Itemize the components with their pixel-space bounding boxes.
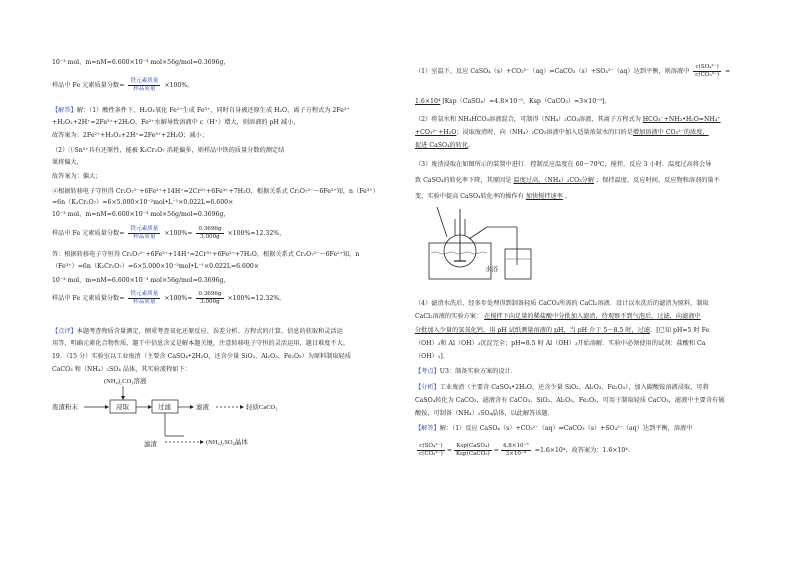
text-line: 故答案为：偏大； [52, 173, 102, 180]
text-line: 10⁻³ mol，m=nM=6.600×10⁻³ mol×56g/mol=0.3696g， [52, 277, 230, 284]
text: 工业废渣（主要含 CaSO₄•2H₂O，还含少量 SiO₂、Al₂O₃、Fe₂O₃），加入碳酸铵溶液浸取，可将 [439, 384, 709, 391]
fraction [693, 64, 721, 79]
fraction-denominator: 样品质量 [133, 86, 156, 92]
text: ×100%= [164, 295, 193, 302]
section-tag-topic: 【考点】 [415, 368, 440, 375]
fraction-line [415, 64, 730, 79]
text-line [415, 367, 517, 376]
flow-arrowhead [121, 396, 125, 400]
text-line [415, 424, 692, 433]
text-line: （2）①Sn²⁺具有还原性，能被 K₂Cr₂O₇ 消耗偏多，则样品中铁的质量分数的测定结 [52, 147, 285, 154]
fraction-numerator: 0.3696g [198, 226, 222, 232]
flow-arrowhead [105, 405, 109, 409]
fraction [128, 226, 160, 241]
text-line: ②根据转移电子守恒得 Cr₂O₇²⁻+6Fe²⁺+14H⁺=2Cr³⁺+6Fe³⁺+7H₂O，根据关系式 Cr₂O₇²⁻～6Fe²⁺知，n（Fe³⁺） [52, 188, 379, 195]
side-tube [469, 227, 487, 239]
text: ．[已知 pH=5 时 Fe [650, 327, 710, 334]
flow-arrowhead [190, 405, 194, 409]
fraction-numerator: c(SO₄²⁻) [417, 443, 445, 451]
text-line: 果将偏大， [52, 159, 83, 166]
text: 本题考查物质含量测定，侧重考查氧化还原反应、误差分析、方程式的计算、信息的获取和灵活运 [76, 328, 343, 335]
apparatus-figure [425, 205, 545, 283]
text-line: 答：根据转移电子守恒得 Cr₂O₇²⁻+6Fe²⁺+14H⁺=2Cr³⁺+6Fe³⁺+7H₂O，根据关系式 Cr₂O₇²⁻～6Fe²⁺知，n [52, 251, 360, 258]
flow-product1-label: 轻质CaCO₃ [246, 404, 278, 411]
text-line: （Fe³⁺）=6n（K₂Cr₂O₇）=6×5.000×10⁻²mol•L⁻¹×0.022L=6.600× [52, 263, 260, 270]
text-line: （OH）₂]． [415, 353, 449, 360]
fraction-line: $\frac{\text{c(SO₄²⁻)}}{\text{c(CO₃²⁻)}}$ = $\frac{\text{Ksp(CaSO₄)}}{\text{Ksp(CaCO₃)}}$ = $\frac{\text{4.8×10⁻⁵}}{\text{3×10⁻⁹}}$ =1.6×10⁴，故答案为：1.6×10⁴． [419, 443, 635, 457]
text-line [52, 327, 343, 336]
answer-blank: 分批加入少量的氢氧化钙，用 pH 试纸测量溶液的 pH，当 pH 介于 5～8.5 时，过滤 [415, 327, 651, 334]
text: ×100%= [164, 230, 193, 237]
text: U3：制备实验方案的设计． [439, 368, 517, 375]
text-line [415, 192, 571, 201]
text: ×100%=12.32%。 [227, 295, 286, 302]
fraction-denominator: 样品质量 [133, 299, 156, 305]
fraction [196, 226, 223, 241]
flow-box-filtration-label: 过滤 [158, 404, 171, 411]
process-flow-diagram [52, 372, 292, 462]
text-line: =6n（K₂Cr₂O₇）=6×5.000×10⁻²mol•L⁻¹×0.022L=6.600× [52, 199, 234, 206]
flow-arrowhead [200, 440, 204, 444]
text: ；浸取废渣时，向（NH₄）₂CO₃溶液中加入适量浓氨水的目的是 [456, 129, 633, 136]
fraction-numerator: c(SO₄²⁻) [693, 64, 721, 72]
answer-blank: 促进 CaSO₄的转化 [415, 142, 469, 149]
answer-blank: HCO₃⁻+NH₃•H₂O=NH₄⁺ [642, 116, 721, 123]
answer-blank: 加快搅拌速率 [525, 193, 563, 200]
text: 解：（1）反应 CaSO₄（s）+CO₃²⁻（aq）⇌CaCO₃（s）+SO₄²⁻（aq）达到平衡，溶液中 [439, 425, 693, 432]
fraction-numerator: 铁元素质量 [130, 78, 159, 84]
answer-blank: +CO₃²⁻+H₂O [415, 129, 457, 136]
answer-blank: 增加溶液中 CO₃²⁻的浓度， [632, 129, 709, 136]
question-19-line: 19．（15 分）实验室以工业废渣（主要含 CaSO₄•2H₂O，还含少量 SiO₂、Al₂O₃、Fe₂O₃）为原料制取轻质 [52, 353, 352, 360]
fraction-numerator: Ksp(CaSO₄) [454, 443, 492, 451]
flow-filtrate-label: 滤液 [196, 404, 209, 411]
text: CaCl₂溶液的实验方案： [415, 313, 483, 320]
text-line [415, 383, 709, 392]
text-line: （OH）₃和 Al（OH）₃沉淀完全；pH=8.5 时 Al（OH）₃开始溶解．实验中必须使用的试剂：盐酸和 Ca [415, 340, 706, 347]
fraction [454, 443, 492, 458]
flow-arrowhead [240, 405, 244, 409]
text: （1）室温下，反应 CaSO₄（s）+CO₃²⁻（aq）⇌CaCO₃（s）+SO₄²⁻（aq）达到平衡，则溶液中 [415, 68, 690, 75]
fraction-denominator: 3.000g [200, 299, 220, 305]
fraction-numerator: 4.8×10⁻⁵ [502, 443, 529, 449]
fraction-numerator: 铁元素质量 [130, 226, 159, 232]
answer-blank: 温度过高，（NH₄）₂CO₃分解 [513, 177, 595, 184]
text: 。 [468, 142, 475, 149]
fraction-denominator: Ksp(CaCO₃) [456, 451, 490, 457]
text: 。 [564, 193, 572, 200]
text-line: CaSO₄转化为 CaCO₃，滤液含有 CaCO₃、SiO₂、Al₂O₃、Fe₂O₃，可用于制取轻质 CaCO₃，滤液中主要含有硫 [415, 397, 725, 404]
text-line: （3）废渣浸取在如图所示的装置中进行．控制反应温度在 60～70℃，搅拌，反应 3 小时．温度过高将会导 [415, 161, 712, 168]
text-line: +H₂O₂+2H⁺=2Fe³⁺+2H₂O，Fe³⁺水解导致溶液中 c（H⁺）增大，则溶液的 pH 减小， [52, 119, 300, 126]
fraction-denominator: c(CO₃²⁻) [695, 72, 720, 78]
flow-raw-material-label: 废渣粉末 [52, 404, 78, 411]
answer-blank: 1.6×10⁴ [415, 98, 441, 105]
fraction-denominator: 3×10⁻⁹ [505, 451, 527, 457]
text: 样品中 Fe 元素质量分数= [52, 295, 125, 302]
text-line [415, 115, 721, 124]
text: ×100%。 [164, 82, 194, 89]
text-line: CaCO₃ 和（NH₄）₂SO₄ 晶体，其实验流程如下： [52, 366, 191, 373]
text-line [415, 176, 720, 185]
text: =1.6×10⁴，故答案为：1.6×10⁴． [534, 447, 635, 454]
text: [Ksp（CaSO₄）=4.8×10⁻⁵，Ksp（CaCO₃）=3×10⁻⁹]。 [442, 98, 611, 105]
absorption-beaker [505, 249, 531, 279]
fraction-numerator: 0.3696g [198, 291, 222, 297]
text: 解：（1）酸性条件下，H₂O₂氧化 Fe²⁺生成 Fe³⁺，同时自身被还原生成 H₂O，离子方程式为 2Fe²⁺ [76, 107, 350, 114]
fraction-line [52, 226, 285, 241]
fraction-line [52, 78, 193, 93]
text: 变，实验中提高 CaSO₄转化率的操作有 [415, 193, 524, 200]
section-tag-answer: 【解答】 [415, 425, 440, 432]
water-bath-label: 水浴 [485, 266, 498, 273]
fraction [128, 291, 160, 306]
water-surface [431, 252, 487, 254]
text: 样品中 Fe 元素质量分数= [52, 82, 125, 89]
text-line: 10⁻³ mol，m=nM=6.600×10⁻³ mol×56g/mol=0.3696g， [52, 59, 230, 66]
text-line: 用等，明确元素化合物性质、题干中信息含义是解本题关键，注意转移电子守恒的灵活运用，题目难度不大。 [52, 340, 349, 347]
fraction-numerator: 铁元素质量 [130, 291, 159, 297]
section-tag-analysis: 【分析】 [415, 384, 440, 391]
text-line [52, 106, 350, 115]
text-line: 故答案为：2Fe²⁺+H₂O₂+2H⁺=2Fe³⁺+2H₂O；减小； [52, 132, 208, 139]
text-line [415, 97, 611, 106]
text-line [415, 141, 474, 150]
text-line: （4）滤渣水洗后，经多步处理得到制备轻质 CaCO₃所需的 CaCl₂溶液．设计以水洗后的滤渣为原料，制取 [415, 300, 709, 307]
answer-blank: 在搅拌下向足量的稀盐酸中分批加入滤渣，待观察不到气泡后，过滤，向滤液中 [484, 313, 701, 320]
text: ；保持温度、反应时间、反应物和溶剂的量不 [596, 177, 720, 184]
thermometer [437, 207, 447, 237]
fraction-denominator: 样品质量 [133, 234, 156, 240]
flow-arrowhead [148, 405, 152, 409]
fraction-denominator: 3.000g [200, 234, 220, 240]
text-line: 10⁻³ mol，m=nM=6.600×10⁻³ mol×56g/mol=0.3696g， [52, 211, 230, 218]
fraction [417, 443, 445, 458]
section-tag-answer: 【解答】 [52, 107, 77, 114]
text-line: 酸铵，可制备（NH₄）₂SO₄晶体，以此解答该题． [415, 410, 554, 417]
flow-reagent-label: (NH₄)₂CO₃溶液 [104, 378, 147, 385]
flow-product2-label: (NH₄)₂SO₄晶体 [206, 439, 248, 446]
flow-residue-label: 滤渣 [144, 441, 157, 448]
text: 致 CaSO₄的转化率下降，其原因是 [415, 177, 512, 184]
fraction [196, 291, 223, 306]
text: = [725, 68, 731, 75]
fraction [128, 78, 160, 93]
fraction-denominator: c(CO₃²⁻) [419, 451, 443, 457]
fraction-line [52, 291, 285, 306]
text: （2）将氨水和 NH₄HCO₃溶液混合，可制得（NH₄）₂CO₃溶液，其离子方程式为 [415, 116, 641, 123]
text: ×100%=12.32%， [227, 230, 286, 237]
fraction [501, 443, 531, 458]
text-line [415, 326, 709, 335]
flow-box-leaching-label: 浸取 [116, 404, 129, 411]
text-line [415, 312, 701, 321]
section-tag-comment: 【点评】 [52, 328, 77, 335]
text-line [415, 128, 709, 137]
text: 样品中 Fe 元素质量分数= [52, 230, 125, 237]
